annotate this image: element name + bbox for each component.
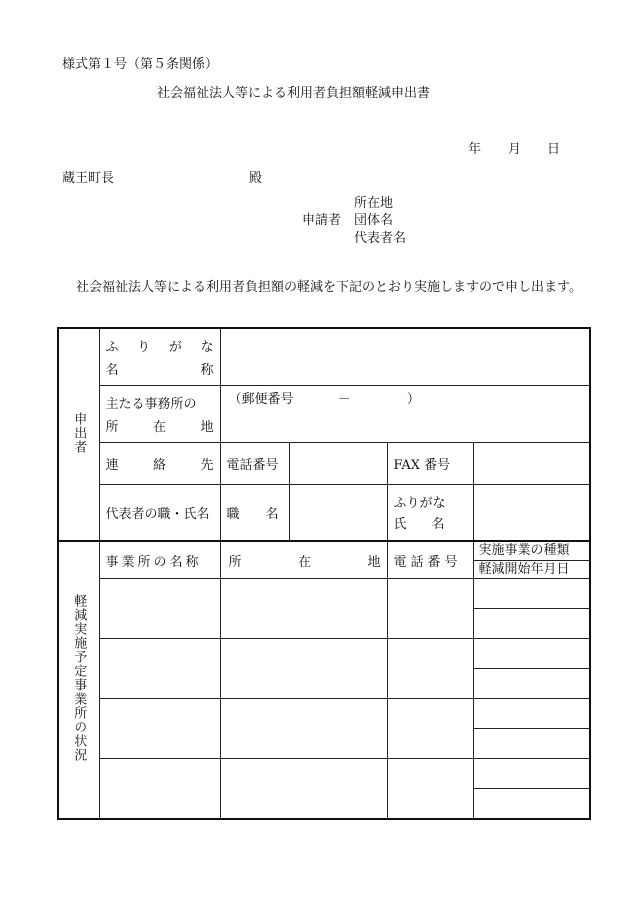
facility-type-start-cell[interactable] <box>473 639 590 699</box>
facility-type-cell[interactable] <box>474 639 590 669</box>
col-start: 軽減開始年月日 <box>478 562 570 577</box>
facility-name-cell[interactable] <box>99 699 220 759</box>
facility-start-cell[interactable] <box>474 729 590 758</box>
date-month: 月 <box>508 142 522 157</box>
facility-type-start-cell[interactable] <box>473 759 590 820</box>
facility-type-cell[interactable] <box>474 699 590 729</box>
applicant-side-label: 申出者 <box>71 411 87 454</box>
name-label: 名 称 <box>105 362 214 378</box>
rep-name-value-cell[interactable] <box>473 484 590 541</box>
facility-name-cell[interactable] <box>99 579 220 639</box>
facility-side-cell <box>58 541 99 819</box>
office-label-cell <box>99 385 220 442</box>
contact-label: 連 絡 先 <box>105 457 214 473</box>
facility-address-cell[interactable] <box>220 699 387 759</box>
fax-label: FAX 番号 <box>387 442 473 484</box>
facility-address-cell[interactable] <box>220 639 387 699</box>
facility-name-cell[interactable] <box>99 639 220 699</box>
applicant-side-cell <box>58 328 99 541</box>
phone-label: 電話番号 <box>220 442 289 484</box>
addressee-suffix: 殿 <box>249 171 263 186</box>
name-label-cell <box>99 328 220 385</box>
col-address: 所 在 地 <box>228 554 381 570</box>
col-type-start-cell <box>473 541 590 579</box>
facility-address-cell[interactable] <box>220 579 387 639</box>
office-value-cell[interactable] <box>220 385 590 442</box>
facility-name-cell[interactable] <box>99 759 220 820</box>
office-label-line2: 所 在 地 <box>105 419 214 435</box>
facility-address-cell[interactable] <box>220 759 387 820</box>
facility-phone-cell[interactable] <box>387 639 473 699</box>
fax-value-cell[interactable] <box>473 442 590 484</box>
facility-start-cell[interactable] <box>474 789 590 818</box>
applicant-address-label: 所在地 <box>354 196 394 211</box>
office-label-line1: 主たる事務所の <box>105 396 197 412</box>
phone-value-cell[interactable] <box>289 442 387 484</box>
facility-type-cell[interactable] <box>474 759 590 789</box>
col-type: 実施事業の種類 <box>474 542 590 561</box>
furigana-label: ふ り が な <box>105 339 214 355</box>
job-label: 職 名 <box>226 506 279 522</box>
rep-label: 代表者の職・氏名 <box>99 484 220 541</box>
applicant-rep-label: 代表者名 <box>354 231 407 246</box>
applicant-org-label: 団体名 <box>354 213 394 228</box>
application-form-table <box>57 327 591 820</box>
rep-furigana-label: ふりがな <box>393 496 446 512</box>
date-day: 日 <box>547 142 561 157</box>
col-facility-name: 事業所の名称 <box>99 541 220 579</box>
facility-phone-cell[interactable] <box>387 759 473 820</box>
facility-phone-cell[interactable] <box>387 699 473 759</box>
date-year: 年 <box>468 142 482 157</box>
facility-type-cell[interactable] <box>474 579 590 609</box>
facility-phone-cell[interactable] <box>387 579 473 639</box>
facility-side-label: 軽減実施予定事業所の状況 <box>71 594 87 762</box>
facility-start-cell[interactable] <box>474 669 590 698</box>
facility-row <box>58 579 590 639</box>
rep-name-label: 氏 名 <box>393 517 445 533</box>
facility-type-start-cell[interactable] <box>473 699 590 759</box>
facility-row <box>58 699 590 759</box>
name-value-cell[interactable] <box>220 328 590 385</box>
form-title: 社会福祉法人等による利用者負担額軽減申出書 <box>157 86 431 101</box>
contact-label-cell <box>99 442 220 484</box>
job-value-cell[interactable] <box>289 484 387 541</box>
postal-line: （郵便番号 － ） <box>228 391 420 407</box>
col-phone: 電話番号 <box>387 541 473 579</box>
col-address-cell <box>220 541 387 579</box>
form-number: 様式第１号（第５条関係） <box>62 57 219 72</box>
facility-row <box>58 759 590 820</box>
applicant-label: 申請者 <box>302 213 342 228</box>
statement: 社会福祉法人等による利用者負担額の軽減を下記のとおり実施しますので申し出ます。 <box>76 280 582 295</box>
facility-type-start-cell[interactable] <box>473 579 590 639</box>
rep-name-label-cell <box>387 484 473 541</box>
facility-row <box>58 639 590 699</box>
facility-start-cell[interactable] <box>474 609 590 638</box>
addressee: 蔵王町長 <box>62 171 115 186</box>
job-label-cell <box>220 484 289 541</box>
